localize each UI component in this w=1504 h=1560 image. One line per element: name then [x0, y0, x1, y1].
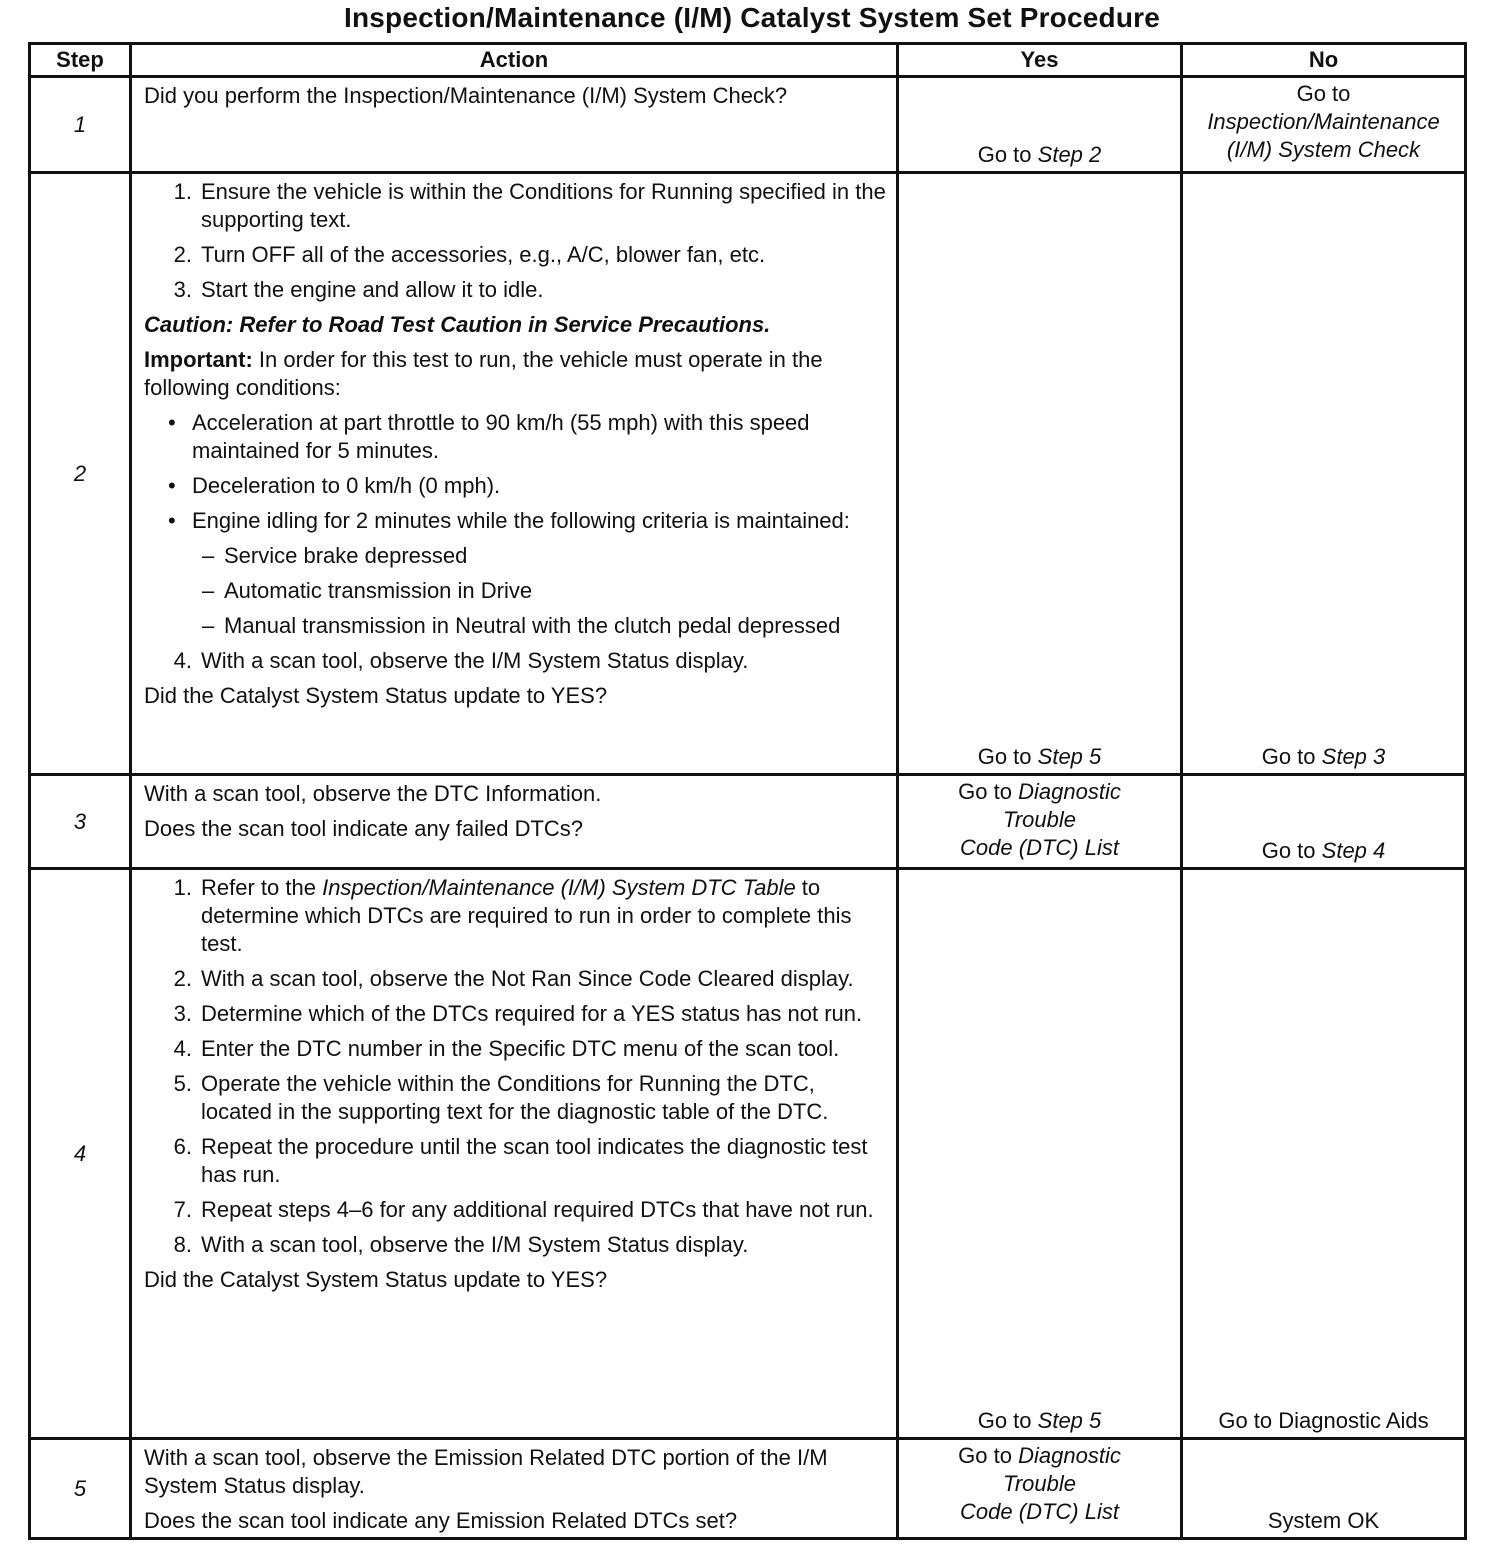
yes-result	[898, 869, 1182, 1439]
condition-list	[144, 409, 886, 535]
goto-label: Go to	[1261, 744, 1316, 769]
table-row	[30, 173, 1466, 775]
caution-note: Caution: Refer to Road Test Caution in Service Precautions.	[144, 312, 771, 337]
instruction-text: With a scan tool, observe the Emission Related DTC portion of the I/M System Status display.	[144, 1445, 828, 1498]
list-item: 2. Turn OFF all of the accessories, e.g., A/C, blower fan, etc.	[173, 242, 766, 267]
list-item: 5. Operate the vehicle within the Conditions for Running the DTC, located in the supporting text for the diagnostic table of the DTC.	[173, 1071, 829, 1124]
goto-label: Go to	[977, 142, 1032, 167]
page-title: Inspection/Maintenance (I/M) Catalyst System Set Procedure	[343, 2, 1161, 33]
goto-label: Go to	[977, 1408, 1032, 1433]
goto-link[interactable]: Go to Diagnostic Aids	[1218, 1408, 1429, 1433]
table-row	[30, 775, 1466, 869]
goto-label: Go to	[1261, 838, 1316, 863]
no-result	[1182, 77, 1466, 173]
header-row	[30, 44, 1466, 77]
goto-link[interactable]: Step 2	[1037, 142, 1102, 167]
list-item: 4. Enter the DTC number in the Specific DTC menu of the scan tool.	[173, 1036, 840, 1061]
list-item: 2. With a scan tool, observe the Not Ran Since Code Cleared display.	[173, 966, 854, 991]
table-row	[30, 1439, 1466, 1539]
list-item: – Service brake depressed	[202, 543, 468, 568]
header-step: Step	[30, 44, 131, 77]
goto-link[interactable]: Step 3	[1321, 744, 1386, 769]
header-no: No	[1182, 44, 1466, 77]
list-item: • Engine idling for 2 minutes while the following criteria is maintained:	[168, 508, 850, 533]
goto-label: Go to	[958, 1443, 1012, 1468]
list-item: 8. With a scan tool, observe the I/M System Status display.	[173, 1232, 749, 1257]
yes-result	[898, 173, 1182, 775]
important-note: Important: In order for this test to run, the vehicle must operate in the following conditions:	[144, 347, 823, 400]
result-text: System OK	[1267, 1508, 1380, 1533]
goto-label: Go to	[958, 779, 1012, 804]
reference-link[interactable]: Inspection/Maintenance (I/M) System DTC Table	[322, 875, 796, 900]
yes-result	[898, 77, 1182, 173]
goto-link[interactable]: Step 5	[1037, 1408, 1102, 1433]
question-text: Did the Catalyst System Status update to YES?	[144, 1267, 608, 1292]
goto-link[interactable]: Code (DTC) List	[960, 1499, 1119, 1524]
no-result	[1182, 1439, 1466, 1539]
list-item: • Deceleration to 0 km/h (0 mph).	[168, 473, 501, 498]
table-row	[30, 869, 1466, 1439]
step-number: 2	[30, 173, 131, 775]
step-number: 4	[30, 869, 131, 1439]
goto-link[interactable]: Code (DTC) List	[960, 835, 1119, 860]
action-cell	[131, 173, 898, 775]
header-action: Action	[131, 44, 898, 77]
goto-link[interactable]: Step 4	[1321, 838, 1386, 863]
step-number: 5	[30, 1439, 131, 1539]
goto-label: Go to	[977, 744, 1032, 769]
criteria-list	[144, 542, 886, 640]
list-item: – Automatic transmission in Drive	[202, 578, 533, 603]
instruction-list	[144, 647, 886, 675]
table-row	[30, 77, 1466, 173]
question-text: Did you perform the Inspection/Maintenance (I/M) System Check?	[144, 83, 788, 108]
goto-link[interactable]: Trouble	[1003, 807, 1076, 832]
yes-result	[898, 775, 1182, 869]
goto-link[interactable]: Step 5	[1037, 744, 1102, 769]
action-cell	[131, 77, 898, 173]
instruction-list	[144, 874, 886, 1259]
goto-link[interactable]: (I/M) System Check	[1226, 137, 1421, 162]
header-yes: Yes	[898, 44, 1182, 77]
no-result	[1182, 869, 1466, 1439]
instruction-text: With a scan tool, observe the DTC Information.	[144, 781, 602, 806]
question-text: Does the scan tool indicate any failed DTCs?	[144, 816, 584, 841]
list-item: 6. Repeat the procedure until the scan tool indicates the diagnostic test has run.	[173, 1134, 868, 1187]
question-text: Does the scan tool indicate any Emission Related DTCs set?	[144, 1508, 738, 1533]
goto-label: Go to	[1296, 81, 1351, 106]
list-item: 1. Refer to the Inspection/Maintenance (I/M) System DTC Table to determine which DTCs are required to run in order to complete this test.	[173, 875, 852, 956]
list-item: – Manual transmission in Neutral with the clutch pedal depressed	[202, 613, 841, 638]
action-cell	[131, 775, 898, 869]
list-item: 1. Ensure the vehicle is within the Conditions for Running specified in the supporting text.	[173, 179, 886, 232]
list-item: 3. Start the engine and allow it to idle.	[173, 277, 544, 302]
question-text: Did the Catalyst System Status update to YES?	[144, 683, 608, 708]
list-item: 7. Repeat steps 4–6 for any additional required DTCs that have not run.	[173, 1197, 874, 1222]
step-number: 1	[30, 77, 131, 173]
goto-link[interactable]: Diagnostic	[1018, 779, 1121, 804]
action-cell	[131, 1439, 898, 1539]
goto-link[interactable]: Trouble	[1003, 1471, 1076, 1496]
procedure-table	[28, 42, 1467, 1540]
no-result	[1182, 173, 1466, 775]
no-result	[1182, 775, 1466, 869]
action-cell	[131, 869, 898, 1439]
yes-result	[898, 1439, 1182, 1539]
list-item: 4. With a scan tool, observe the I/M System Status display.	[173, 648, 749, 673]
step-number: 3	[30, 775, 131, 869]
list-item: 3. Determine which of the DTCs required for a YES status has not run.	[173, 1001, 863, 1026]
list-item: • Acceleration at part throttle to 90 km/h (55 mph) with this speed maintained for 5 minutes.	[168, 410, 810, 463]
goto-link[interactable]: Inspection/Maintenance	[1207, 109, 1440, 134]
instruction-list	[144, 178, 886, 304]
goto-link[interactable]: Diagnostic	[1018, 1443, 1121, 1468]
